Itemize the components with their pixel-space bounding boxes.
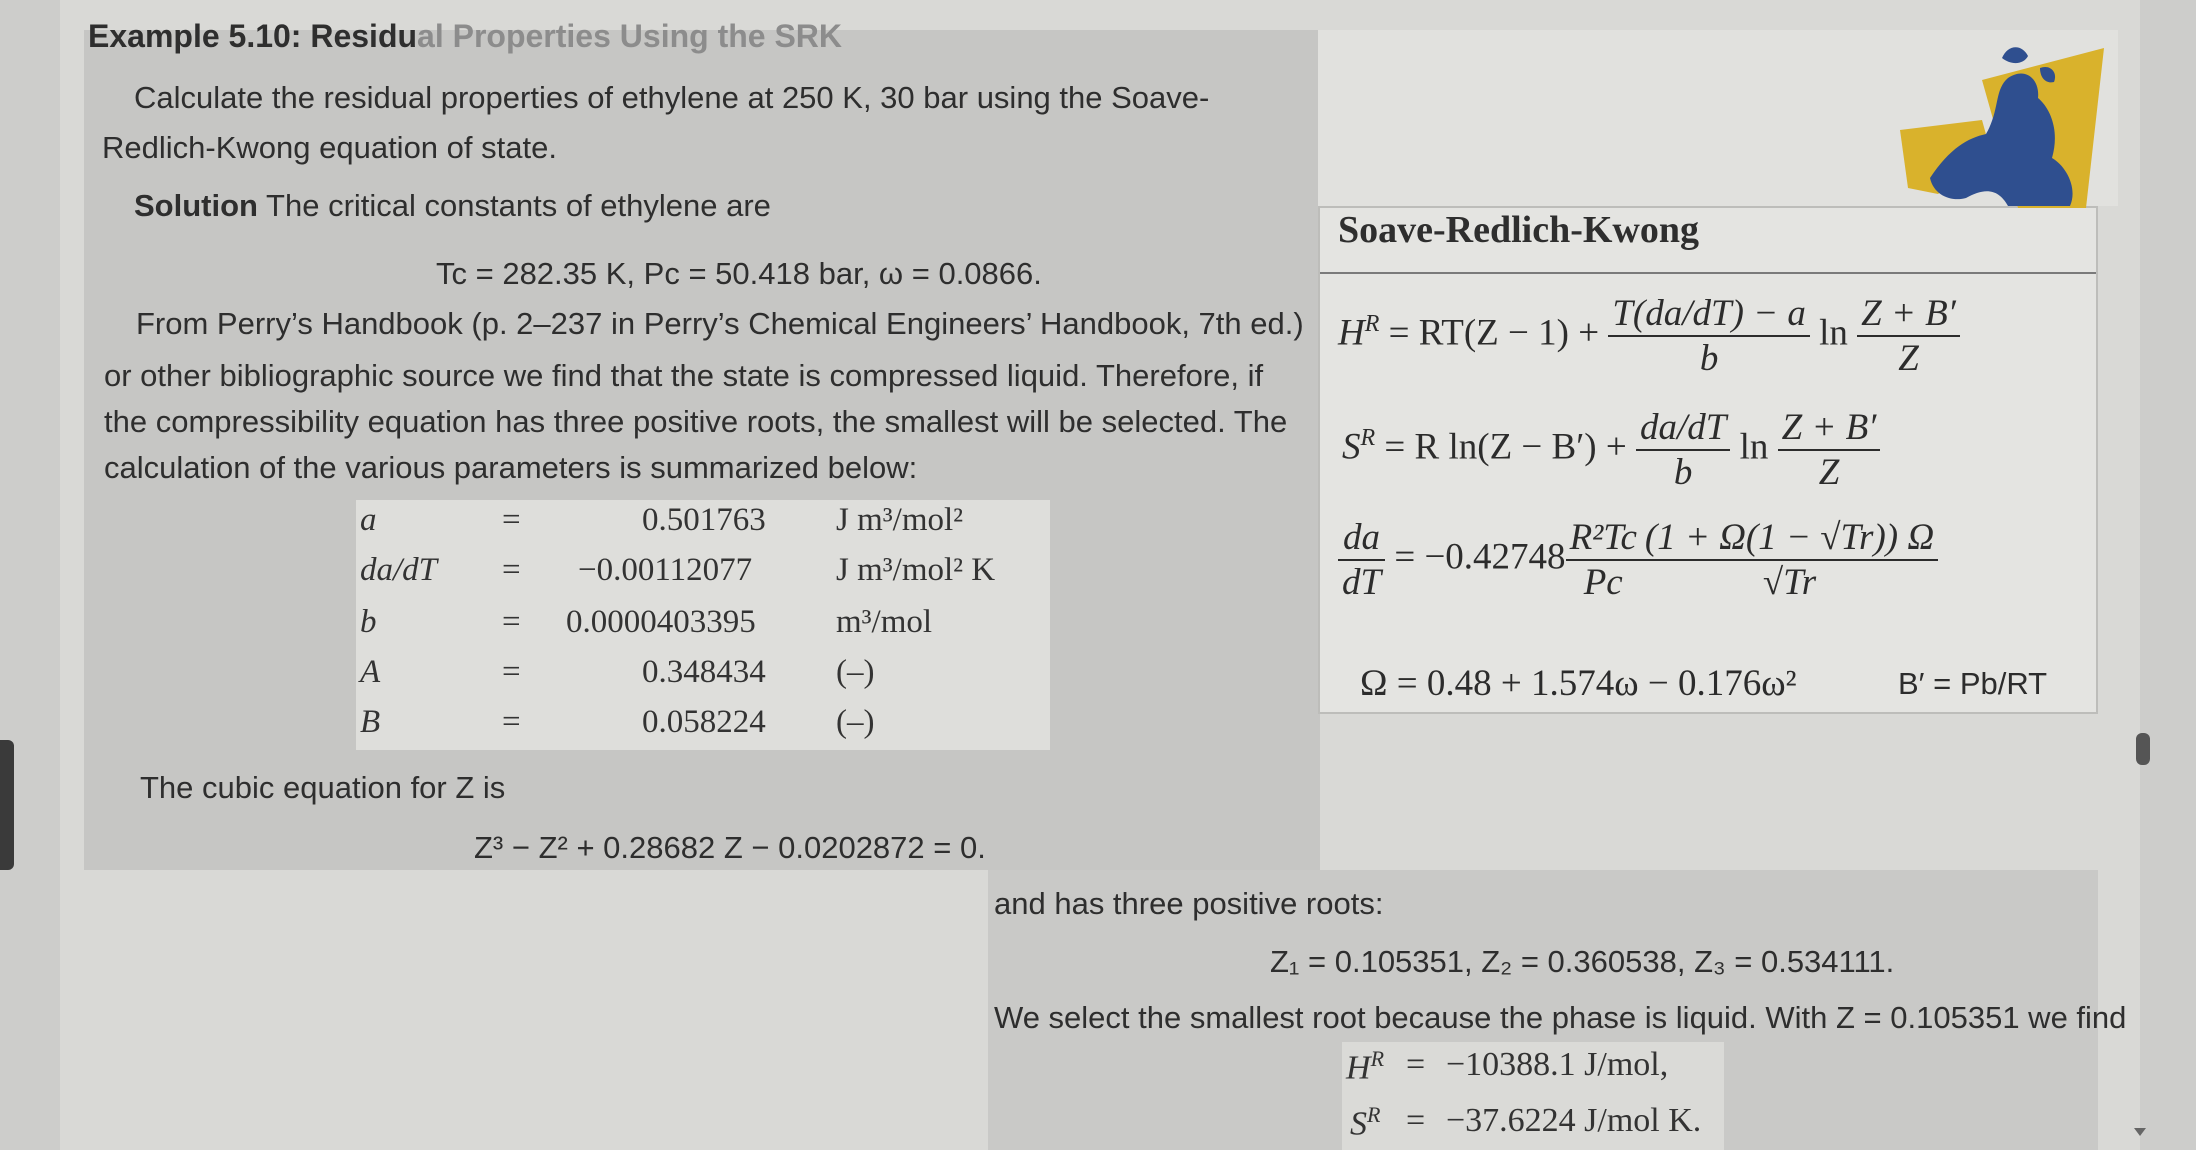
srk-title-divider xyxy=(1320,272,2096,274)
example-title xyxy=(88,18,842,55)
paragraph-line-3: the compressibility equation has three positive roots, the smallest will be selected. The xyxy=(104,404,1288,439)
roots-values: Z₁ = 0.105351, Z₂ = 0.360538, Z₃ = 0.534111. xyxy=(1270,944,1895,979)
param-symbol: da/dT xyxy=(360,552,438,588)
parameter-table xyxy=(356,500,1050,750)
cubic-equation: Z³ − Z² + 0.28682 Z − 0.0202872 = 0. xyxy=(474,830,986,865)
paragraph-line-4: calculation of the various parameters is summarized below: xyxy=(104,450,918,485)
sr-equation: $S^R = R$ ln(Z − B′) + $\frac{da/dT}{b}$ ln $\frac{Z + B'}{Z}$ xyxy=(1342,406,1880,494)
param-value: 0.348434 xyxy=(642,654,766,690)
omega-equation: Ω = 0.48 + 1.574ω − 0.176ω² xyxy=(1360,663,1797,704)
paragraph-line-1: From Perry’s Handbook (p. 2–237 in Perry’s Chemical Engineers’ Handbook, 7th ed.) xyxy=(136,306,1304,341)
param-equals: = xyxy=(502,704,521,740)
param-symbol: b xyxy=(360,604,377,640)
scrollbar-thumb[interactable] xyxy=(2136,733,2150,765)
param-value: 0.0000403395 xyxy=(566,604,756,640)
roots-select: We select the smallest root because the phase is liquid. With Z = 0.105351 we find xyxy=(994,1000,2127,1035)
roots-intro: and has three positive roots: xyxy=(994,886,1384,921)
param-unit: m³/mol xyxy=(836,604,933,640)
param-unit: (–) xyxy=(836,704,875,740)
paragraph-line-2: or other bibliographic source we find that the state is compressed liquid. Therefore, if xyxy=(104,358,1264,393)
left-frame-edge xyxy=(0,740,14,870)
solution-text: The critical constants of ethylene are xyxy=(257,188,771,223)
result-value: −10388.1 J/mol, xyxy=(1446,1046,1669,1083)
solution-intro xyxy=(134,188,771,224)
param-value: 0.501763 xyxy=(642,502,766,538)
srk-title: Soave-Redlich-Kwong xyxy=(1338,209,1699,251)
param-value: 0.058224 xyxy=(642,704,766,740)
bprime-definition: B′ = Pb/RT xyxy=(1898,666,2048,701)
dadt-equation: $\frac{da}{dT}$ = −0.42748 $\frac{\text{R²Tc}}{Pc}$ $\frac{(1 + \Omega(1 - √Tr)) \Omega}{√Tr}$ xyxy=(1338,516,1938,604)
param-unit: J m³/mol² xyxy=(836,502,964,538)
param-unit: J m³/mol² K xyxy=(836,552,996,588)
scroll-down-arrow-icon[interactable] xyxy=(2134,1128,2146,1136)
example-title-strong: Example 5.10: Residu xyxy=(88,18,418,54)
result-value: −37.6224 J/mol K. xyxy=(1446,1102,1702,1139)
param-symbol: A xyxy=(360,654,381,690)
critical-constants: Tc = 282.35 K, Pc = 50.418 bar, ω = 0.0866. xyxy=(436,256,1042,291)
problem-line-2: Redlich-Kwong equation of state. xyxy=(102,130,557,165)
param-symbol: B xyxy=(360,704,381,740)
param-equals: = xyxy=(502,502,521,538)
param-equals: = xyxy=(502,552,521,588)
param-equals: = xyxy=(502,654,521,690)
param-symbol: a xyxy=(360,502,377,538)
result-equals: = xyxy=(1406,1102,1426,1139)
result-equals: = xyxy=(1406,1046,1426,1083)
results-box xyxy=(1342,1042,1724,1150)
solution-label: Solution xyxy=(134,188,258,223)
result-symbol: $H^R$ xyxy=(1346,1046,1385,1087)
cubic-intro: The cubic equation for Z is xyxy=(140,770,506,805)
param-unit: (–) xyxy=(836,654,875,690)
hr-equation: $H^R = RT(Z - 1)$ + $\frac{T(da/dT) - a}{b}$ ln $\frac{Z + B'}{Z}$ xyxy=(1338,292,1960,380)
example-title-faded: al Properties Using the SRK xyxy=(417,18,843,54)
result-symbol: $S^R$ xyxy=(1350,1102,1381,1143)
param-value: −0.00112077 xyxy=(578,552,753,588)
problem-line-1: Calculate the residual properties of ethylene at 250 K, 30 bar using the Soave- xyxy=(134,80,1210,115)
param-equals: = xyxy=(502,604,521,640)
textbook-logo-icon xyxy=(1890,38,2116,208)
